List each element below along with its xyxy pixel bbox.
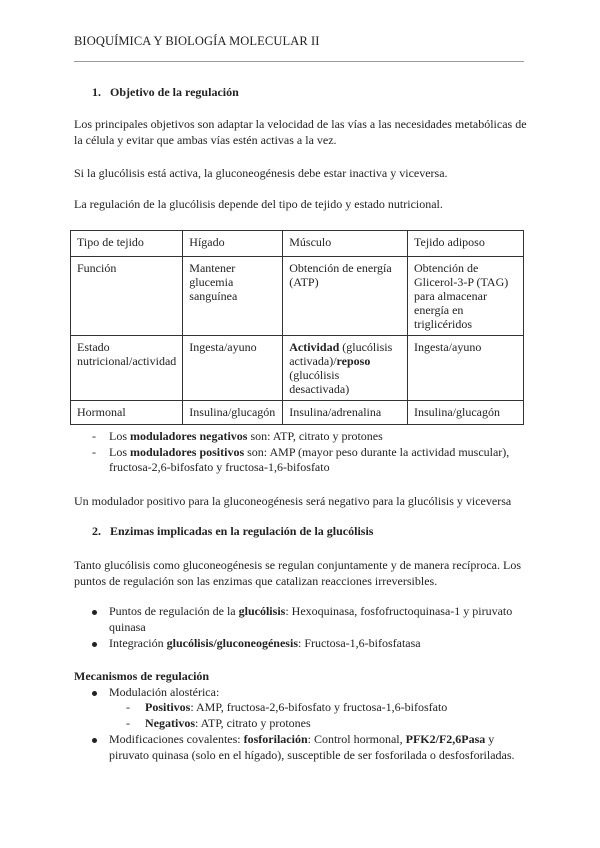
table-cell-bold: Actividad: [289, 340, 340, 354]
list-text: son: AMP (mayor peso durante la actividad muscular), fructosa-2,6-bifosfato y fructosa-1,6-bifosfato: [109, 444, 510, 474]
bullet-text: Puntos de regulación de la: [109, 604, 239, 618]
paragraph-objetivos: Los principales objetivos son adaptar la velocidad de las vías a las necesidades metabólicas de la célula y evitar que ambas vías estén activas a la vez.: [74, 117, 527, 147]
table-header-cell: Tejido adiposo: [408, 231, 524, 257]
list-item: [74, 445, 524, 476]
table-row: [71, 401, 524, 425]
table-cell: Ingesta/ayuno: [408, 336, 524, 401]
sub-item-bold: Negativos: [145, 716, 195, 730]
bullet-text-bold: fosforilación: [243, 732, 308, 746]
sub-item-negativos: [145, 716, 311, 732]
sub-item-bold: Positivos: [145, 700, 191, 714]
dash-marker: -: [126, 716, 130, 730]
dash-marker: -: [126, 700, 130, 714]
list-text-bold: moduladores positivos: [130, 444, 245, 459]
bullet-text: : Hexoquinasa, fosfofructoquinasa-1 y piruvato quinasa: [109, 604, 513, 634]
sub-item-positivos: [145, 700, 447, 716]
paragraph-regulacion-tejido: La regulación de la glucólisis depende del tipo de tejido y estado nutricional.: [74, 197, 443, 211]
table-cell: Insulina/glucagón: [183, 401, 283, 425]
bullet-text: : Fructosa-1,6-bifosfatasa: [297, 636, 421, 650]
bullet-dot: [92, 642, 97, 647]
modulators-list: [74, 429, 524, 476]
dash-marker: -: [92, 429, 96, 443]
mecanismos-title: Mecanismos de regulación: [74, 669, 210, 683]
table-header-cell: Músculo: [283, 231, 408, 257]
bullet-text: Modificaciones covalentes:: [109, 732, 244, 746]
table-cell: Obtención de Glicerol-3-P (TAG) para almacenar energía en triglicéridos: [408, 257, 524, 336]
bullet-puntos-regulacion: [109, 604, 529, 635]
regulation-table: [70, 230, 524, 425]
table-cell: Ingesta/ayuno: [183, 336, 283, 401]
list-item: [74, 429, 524, 445]
bullet-text: y piruvato quinasa (solo en el hígado), susceptible de ser fosforilada o desfosforiladas.: [109, 732, 515, 762]
sub-item-text: : AMP, fructosa-2,6-bifosfato y fructosa-1,6-bifosfato: [190, 700, 448, 714]
dash-marker: -: [92, 444, 96, 459]
bullet-text-bold: glucólisis/gluconeogénesis: [166, 636, 298, 650]
table-cell: Hormonal: [71, 401, 183, 425]
table-header-cell: Hígado: [183, 231, 283, 257]
bullet-text-bold: PFK2/F2,6Pasa: [405, 732, 486, 746]
section-2-title: Enzimas implicadas en la regulación de la glucólisis: [110, 524, 374, 538]
paragraph-glucolisis-activa: Si la glucólisis está activa, la gluconeogénesis debe estar inactiva y viceversa.: [74, 166, 448, 180]
table-cell-text: (glucólisis activada)/: [289, 340, 393, 368]
table-cell: Insulina/adrenalina: [283, 401, 408, 425]
list-text-bold: moduladores negativos: [130, 429, 248, 443]
table-cell: Mantener glucemia sanguínea: [183, 257, 283, 336]
table-cell-bold: reposo: [336, 354, 371, 368]
table-cell: Obtención de energía (ATP): [283, 257, 408, 336]
bullet-text: Integración: [109, 636, 167, 650]
paragraph-modulador-positivo: Un modulador positivo para la gluconeogénesis será negativo para la glucólisis y viceversa: [74, 494, 512, 508]
paragraph-regulacion-reciproca: Tanto glucólisis como gluconeogénesis se regulan conjuntamente y de manera recíproca. Los puntos de regulación son las enzimas que catalizan reacciones irreversibles.: [74, 558, 522, 588]
bullet-dot: [92, 738, 97, 743]
section-1-number: 1.: [92, 85, 101, 99]
bullet-modulacion: Modulación alostérica:: [109, 685, 220, 699]
list-text: Los: [109, 444, 130, 459]
table-cell: Función: [71, 257, 183, 336]
section-2-number: 2.: [92, 524, 101, 538]
bullet-modificaciones: [109, 732, 529, 763]
section-1-title: Objetivo de la regulación: [110, 85, 239, 99]
bullet-dot: [92, 610, 97, 615]
list-text: son: ATP, citrato y protones: [247, 429, 383, 443]
bullet-text: : Control hormonal,: [307, 732, 406, 746]
table-cell: Estado nutricional/actividad: [71, 336, 183, 401]
bullet-integracion: [109, 636, 529, 652]
table-row: [71, 257, 524, 336]
table-header-cell: Tipo de tejido: [71, 231, 183, 257]
document-header: BIOQUÍMICA Y BIOLOGÍA MOLECULAR II: [74, 34, 320, 48]
list-text: Los: [109, 429, 130, 443]
table-cell-text: (glucólisis desactivada): [289, 368, 350, 396]
header-divider: [74, 61, 524, 62]
sub-item-text: : ATP, citrato y protones: [195, 716, 311, 730]
table-cell: Insulina/glucagón: [408, 401, 524, 425]
table-header-row: [71, 231, 524, 257]
table-cell: [283, 336, 408, 401]
table-row: [71, 336, 524, 401]
bullet-dot: [92, 691, 97, 696]
bullet-text-bold: glucólisis: [238, 604, 286, 618]
